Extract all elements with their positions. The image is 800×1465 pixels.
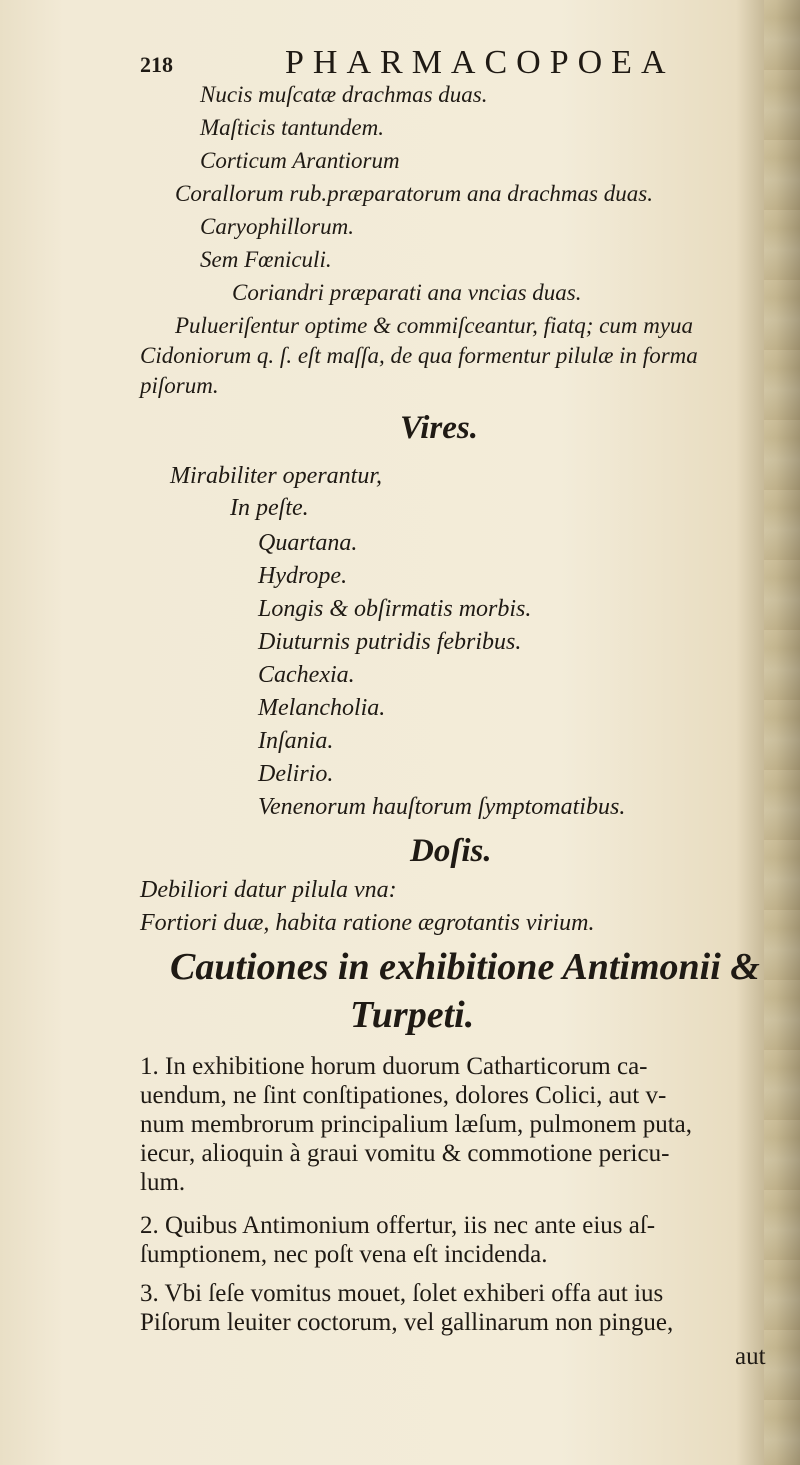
page-number: 218 [140, 52, 173, 77]
dosis-heading: Doſis. [410, 833, 492, 869]
cautiones-text-line: iecur, alioquin à graui vomitu & commotione pericu- [140, 1140, 670, 1167]
catchword: aut [735, 1343, 766, 1370]
vires-item: Inſania. [258, 728, 334, 754]
cautiones-text-line: ſumptionem, nec poſt vena eſt incidenda. [140, 1241, 548, 1268]
cautiones-text-line: 1. In exhibitione horum duorum Catharticorum ca- [140, 1053, 648, 1080]
recipe-line: Corallorum rub.præparatorum ana drachmas duas. [175, 181, 653, 206]
recipe-line: Cidoniorum q. ſ. eſt maſſa, de qua formentur pilulæ in forma [140, 343, 698, 368]
vires-item: Cachexia. [258, 662, 355, 688]
vires-item: Melancholia. [258, 695, 386, 721]
cautiones-text-line: lum. [140, 1169, 186, 1196]
dosis-line: Fortiori duæ, habita ratione ægrotantis virium. [140, 910, 595, 936]
running-title: PHARMACOPOEA [285, 44, 675, 81]
vires-item: Hydrope. [258, 563, 348, 589]
vires-item: Mirabiliter operantur, [170, 463, 383, 489]
cautiones-text-line: 2. Quibus Antimonium offertur, iis nec ante eius aſ- [140, 1212, 656, 1239]
dosis-line: Debiliori datur pilula vna: [140, 877, 397, 903]
recipe-line: piſorum. [140, 373, 219, 398]
recipe-line: Pulueriſentur optime & commiſceantur, fiatq; cum myua [175, 313, 694, 338]
cautiones-text-line: uendum, ne ſint conſtipationes, dolores Colici, aut v- [140, 1082, 667, 1109]
recipe-line: Caryophillorum. [200, 214, 354, 239]
vires-item: Longis & obſirmatis morbis. [258, 596, 532, 622]
vires-item: Quartana. [258, 530, 358, 556]
vires-item: Delirio. [258, 761, 334, 787]
recipe-line: Coriandri præparati ana vncias duas. [232, 280, 582, 305]
page-edge [764, 0, 800, 1465]
cautiones-heading: Turpeti. [350, 994, 475, 1036]
recipe-line: Corticum Arantiorum [200, 148, 400, 173]
recipe-line: Maſticis tantundem. [200, 115, 384, 140]
cautiones-text-line: Piſorum leuiter coctorum, vel gallinarum non pingue, [140, 1309, 674, 1336]
recipe-line: Nucis muſcatæ drachmas duas. [200, 82, 488, 107]
cautiones-text-line: 3. Vbi ſeſe vomitus mouet, ſolet exhiberi offa aut ius [140, 1280, 664, 1307]
cautiones-heading: Cautiones in exhibitione Antimonii & [170, 946, 760, 988]
vires-item: In peſte. [230, 495, 309, 521]
recipe-line: Sem Fœniculi. [200, 247, 332, 272]
vires-item: Diuturnis putridis febribus. [258, 629, 522, 655]
vires-item: Venenorum hauſtorum ſymptomatibus. [258, 794, 626, 820]
cautiones-text-line: num membrorum principalium læſum, pulmonem puta, [140, 1111, 693, 1138]
vires-heading: Vires. [400, 410, 478, 446]
